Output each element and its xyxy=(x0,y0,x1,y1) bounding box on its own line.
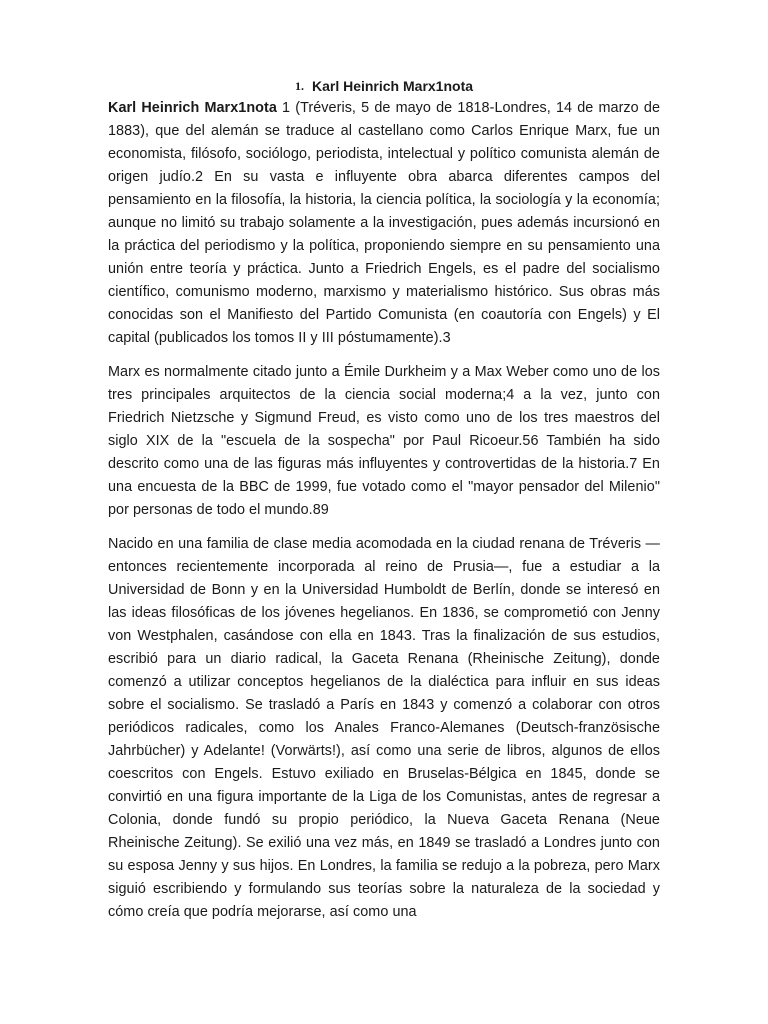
paragraph-text: 1 (Tréveris, 5 de mayo de 1818-Londres, 14 de marzo de 1883), que del alemán se traduce al castellano como Carlos Enrique Marx, fue un economista, filósofo, sociólogo, periodista, intelectual y político comunista alemán de origen judío.2 En su vasta e influyente obra abarca diferentes campos del pensamiento en la filosofía, la historia, la ciencia política, la sociología y la economía; aunque no limitó su trabajo solamente a la investigación, pues además incursionó en la práctica del periodismo y la política, proponiendo siempre en su pensamiento una unión entre teoría y práctica. Junto a Friedrich Engels, es el padre del socialismo científico, comunismo moderno, marxismo y materialismo histórico. Sus obras más conocidas son el Manifiesto del Partido Comunista (en coautoría con Engels) y El capital (publicados los tomos II y III póstumamente).3 xyxy=(108,100,660,346)
paragraph-text: Nacido en una familia de clase media acomodada en la ciudad renana de Tréveris —entonces recientemente incorporada al reino de Prusia—, fue a estudiar a la Universidad de Bonn y en la Universidad Humboldt de Berlín, donde se interesó en las ideas filosóficas de los jóvenes hegelianos. En 1836, se comprometió con Jenny von Westphalen, casándose con ella en 1843. Tras la finalización de sus estudios, escribió para un diario radical, la Gaceta Renana (Rheinische Zeitung), donde comenzó a utilizar conceptos hegelianos de la dialéctica para influir en sus ideas sobre el socialismo. Se trasladó a París en 1843 y comenzó a colaborar con otros periódicos radicales, como los Anales Franco-Alemanes (Deutsch-französische Jahrbücher) y Adelante! (Vorwärts!), así como una serie de libros, algunos de ellos coescritos con Engels. Estuvo exiliado en Bruselas-Bélgica en 1845, donde se convirtió en una figura importante de la Liga de los Comunistas, antes de regresar a Colonia, donde fundó su propio periódico, la Nueva Gaceta Renana (Neue Rheinische Zeitung). Se exilió una vez más, en 1849 se trasladó a Londres junto con su esposa Jenny y sus hijos. En Londres, la familia se redujo a la pobreza, pero Marx siguió escribiendo y formulando sus teorías sobre la naturaleza de la sociedad y cómo creía que podría mejorarse, así como una xyxy=(108,536,660,920)
document-body xyxy=(108,97,660,935)
heading-text: Karl Heinrich Marx1nota xyxy=(311,78,474,94)
document-heading xyxy=(0,76,768,96)
heading-number: 1. xyxy=(294,79,304,93)
paragraph-lead: Karl Heinrich Marx1nota xyxy=(108,100,277,116)
paragraph-1 xyxy=(108,97,660,350)
paragraph-text: Marx es normalmente citado junto a Émile Durkheim y a Max Weber como uno de los tres principales arquitectos de la ciencia social moderna;4 a la vez, junto con Friedrich Nietzsche y Sigmund Freud, es visto como uno de los tres maestros del siglo XIX de la "escuela de la sospecha" por Paul Ricoeur.56 También ha sido descrito como una de las figuras más influyentes y controvertidas de la historia.7 En una encuesta de la BBC de 1999, fue votado como el "mayor pensador del Milenio" por personas de todo el mundo.89 xyxy=(108,364,660,518)
paragraph-2 xyxy=(108,361,660,522)
paragraph-3 xyxy=(108,533,660,924)
